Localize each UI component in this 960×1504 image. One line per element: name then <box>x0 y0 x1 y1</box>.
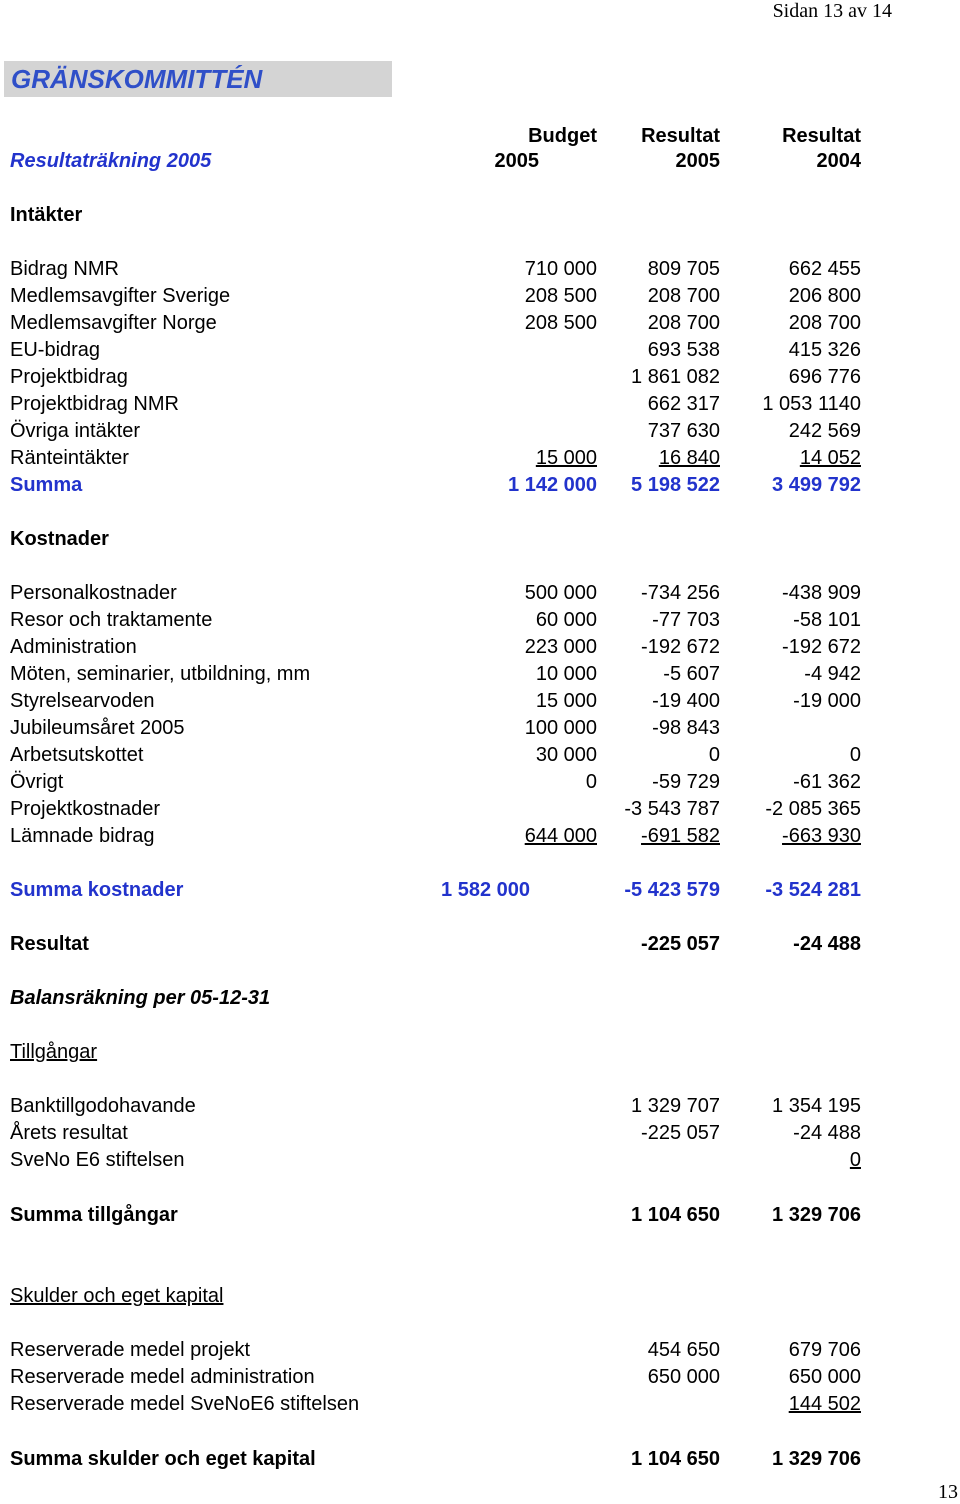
result-2004-value: 1 354 195 <box>772 1095 861 1117</box>
row-label: SveNo E6 stiftelsen <box>10 1149 185 1171</box>
budget-value: 500 000 <box>524 582 597 604</box>
row-label: Lämnade bidrag <box>10 825 155 847</box>
budget-value: 30 000 <box>535 744 597 766</box>
result-2004-value: 144 502 <box>788 1393 861 1415</box>
row-label: Projektkostnader <box>10 798 161 820</box>
result-2005-value: -734 256 <box>641 582 720 604</box>
result-2005-value: -192 672 <box>641 636 720 658</box>
column-header-result-2004: Resultat <box>782 125 861 147</box>
liabilities-heading-row <box>0 1283 960 1309</box>
budget-value: 644 000 <box>524 825 597 847</box>
column-header-budget-year: 2005 <box>494 150 539 172</box>
row-label: Personalkostnader <box>10 582 177 604</box>
budget-value: 60 000 <box>535 609 597 631</box>
result-2005-value: 16 840 <box>658 447 720 469</box>
result-2004-value: 242 569 <box>788 420 861 442</box>
result-2005-value: -98 843 <box>652 717 720 739</box>
result-2005-value: 208 700 <box>647 312 720 334</box>
page-header: Sidan 13 av 14 <box>772 0 892 22</box>
result-2004-value: 662 455 <box>788 258 861 280</box>
budget-value: 15 000 <box>535 447 597 469</box>
column-header-budget: Budget <box>528 125 597 147</box>
liabilities-total-2004: 1 329 706 <box>772 1448 861 1470</box>
result-2004-value: 679 706 <box>788 1339 861 1361</box>
table-row <box>0 1147 960 1173</box>
result-2005-value: 650 000 <box>647 1366 720 1388</box>
row-label: Arbetsutskottet <box>10 744 144 766</box>
budget-value: 710 000 <box>524 258 597 280</box>
row-label: Styrelsearvoden <box>10 690 155 712</box>
income-statement-title: Resultaträkning 2005 <box>10 150 212 172</box>
result-2004-value: 206 800 <box>788 285 861 307</box>
costs-total-2004: -3 524 281 <box>765 879 861 901</box>
row-label: Möten, seminarier, utbildning, mm <box>10 663 311 685</box>
column-header-result-2004-year: 2004 <box>816 150 861 172</box>
row-label: Övrigt <box>10 771 64 793</box>
row-label: Banktillgodohavande <box>10 1095 196 1117</box>
income-total-budget: 1 142 000 <box>508 474 597 496</box>
income-total-2004: 3 499 792 <box>772 474 861 496</box>
table-row <box>0 607 960 633</box>
row-label: Övriga intäkter <box>10 420 141 442</box>
row-label: Resor och traktamente <box>10 609 213 631</box>
assets-total-2005: 1 104 650 <box>631 1204 720 1226</box>
liabilities-total-2005: 1 104 650 <box>631 1448 720 1470</box>
table-row <box>0 796 960 822</box>
result-2004-total: -24 488 <box>793 933 861 955</box>
assets-total-2004: 1 329 706 <box>772 1204 861 1226</box>
balance-sheet-title-row <box>0 985 960 1011</box>
result-2004-value: -58 101 <box>793 609 861 631</box>
row-label: EU-bidrag <box>10 339 101 361</box>
committee-title: GRÄNSKOMMITTÉN <box>11 64 263 94</box>
table-row <box>0 769 960 795</box>
column-header-row-2 <box>0 148 960 174</box>
result-2005-value: 809 705 <box>647 258 720 280</box>
table-row <box>0 1337 960 1363</box>
result-2004-value: -2 085 365 <box>765 798 861 820</box>
result-2005-value: -5 607 <box>663 663 720 685</box>
income-heading-row <box>0 202 960 228</box>
balance-sheet-title: Balansräkning per 05-12-31 <box>10 987 271 1009</box>
income-total-label: Summa <box>10 474 83 496</box>
table-row <box>0 580 960 606</box>
row-label: Medlemsavgifter Sverige <box>10 285 231 307</box>
row-label: Ränteintäkter <box>10 447 129 469</box>
row-label: Bidrag NMR <box>10 258 119 280</box>
costs-total-row <box>0 877 960 903</box>
result-label: Resultat <box>10 933 89 955</box>
table-row <box>0 688 960 714</box>
assets-total-label: Summa tillgångar <box>10 1204 178 1226</box>
table-row <box>0 1093 960 1119</box>
row-label: Reserverade medel SveNoE6 stiftelsen <box>10 1393 360 1415</box>
result-2005-value: 662 317 <box>647 393 720 415</box>
result-2004-value: 208 700 <box>788 312 861 334</box>
budget-value: 208 500 <box>524 285 597 307</box>
table-row <box>0 445 960 471</box>
result-2005-value: 454 650 <box>647 1339 720 1361</box>
result-2004-value: -61 362 <box>793 771 861 793</box>
result-2004-value: 415 326 <box>788 339 861 361</box>
result-row <box>0 931 960 957</box>
table-row <box>0 256 960 282</box>
row-label: Projektbidrag NMR <box>10 393 179 415</box>
page-number: 13 <box>938 1481 958 1503</box>
result-2004-value: 696 776 <box>788 366 861 388</box>
income-total-row <box>0 472 960 498</box>
liabilities-total-row <box>0 1446 960 1472</box>
result-2004-value: -192 672 <box>782 636 861 658</box>
result-2005-total: -225 057 <box>641 933 720 955</box>
table-row <box>0 1364 960 1390</box>
budget-value: 0 <box>585 771 597 793</box>
result-2004-value: 0 <box>849 1149 861 1171</box>
row-label: Reserverade medel projekt <box>10 1339 251 1361</box>
costs-heading: Kostnader <box>10 528 109 550</box>
committee-title-band <box>4 61 392 97</box>
row-label: Medlemsavgifter Norge <box>10 312 217 334</box>
table-row <box>0 418 960 444</box>
row-label: Årets resultat <box>10 1122 128 1144</box>
table-row <box>0 742 960 768</box>
result-2005-value: 693 538 <box>647 339 720 361</box>
table-row <box>0 337 960 363</box>
result-2004-value: 0 <box>849 744 861 766</box>
assets-heading: Tillgångar <box>10 1041 98 1063</box>
table-row <box>0 310 960 336</box>
result-2004-value: 1 053 1140 <box>762 393 861 415</box>
liabilities-heading: Skulder och eget kapital <box>10 1285 224 1307</box>
assets-total-row <box>0 1202 960 1228</box>
row-label: Projektbidrag <box>10 366 128 388</box>
budget-value: 15 000 <box>535 690 597 712</box>
income-heading: Intäkter <box>10 204 83 226</box>
table-row <box>0 391 960 417</box>
table-row <box>0 634 960 660</box>
result-2005-value: -225 057 <box>641 1122 720 1144</box>
result-2004-value: 14 052 <box>799 447 861 469</box>
assets-heading-row <box>0 1039 960 1065</box>
budget-value: 10 000 <box>535 663 597 685</box>
result-2005-value: 208 700 <box>647 285 720 307</box>
table-row <box>0 661 960 687</box>
table-row <box>0 1391 960 1417</box>
result-2005-value: 0 <box>708 744 720 766</box>
row-label: Administration <box>10 636 137 658</box>
costs-total-2005: -5 423 579 <box>624 879 720 901</box>
column-header-result-2005-year: 2005 <box>675 150 720 172</box>
liabilities-total-label: Summa skulder och eget kapital <box>10 1448 316 1470</box>
table-row <box>0 283 960 309</box>
result-2004-value: -663 930 <box>782 825 861 847</box>
result-2005-value: -691 582 <box>641 825 720 847</box>
table-row <box>0 823 960 849</box>
table-row <box>0 364 960 390</box>
row-label: Jubileumsåret 2005 <box>10 717 185 739</box>
column-header-row-1 <box>0 123 960 149</box>
row-label: Reserverade medel administration <box>10 1366 315 1388</box>
result-2005-value: -77 703 <box>652 609 720 631</box>
result-2005-value: 737 630 <box>647 420 720 442</box>
income-total-2005: 5 198 522 <box>631 474 720 496</box>
result-2004-value: 650 000 <box>788 1366 861 1388</box>
result-2004-value: -4 942 <box>804 663 861 685</box>
costs-total-budget: 1 582 000 <box>441 879 530 901</box>
costs-heading-row <box>0 526 960 552</box>
result-2004-value: -24 488 <box>793 1122 861 1144</box>
table-row <box>0 1120 960 1146</box>
costs-total-label: Summa kostnader <box>10 879 184 901</box>
column-header-result-2005: Resultat <box>641 125 720 147</box>
budget-value: 223 000 <box>524 636 597 658</box>
budget-value: 208 500 <box>524 312 597 334</box>
result-2005-value: -3 543 787 <box>624 798 720 820</box>
result-2005-value: -59 729 <box>652 771 720 793</box>
table-row <box>0 715 960 741</box>
result-2004-value: -438 909 <box>782 582 861 604</box>
result-2004-value: -19 000 <box>793 690 861 712</box>
result-2005-value: 1 329 707 <box>631 1095 720 1117</box>
result-2005-value: 1 861 082 <box>631 366 720 388</box>
result-2005-value: -19 400 <box>652 690 720 712</box>
budget-value: 100 000 <box>524 717 597 739</box>
